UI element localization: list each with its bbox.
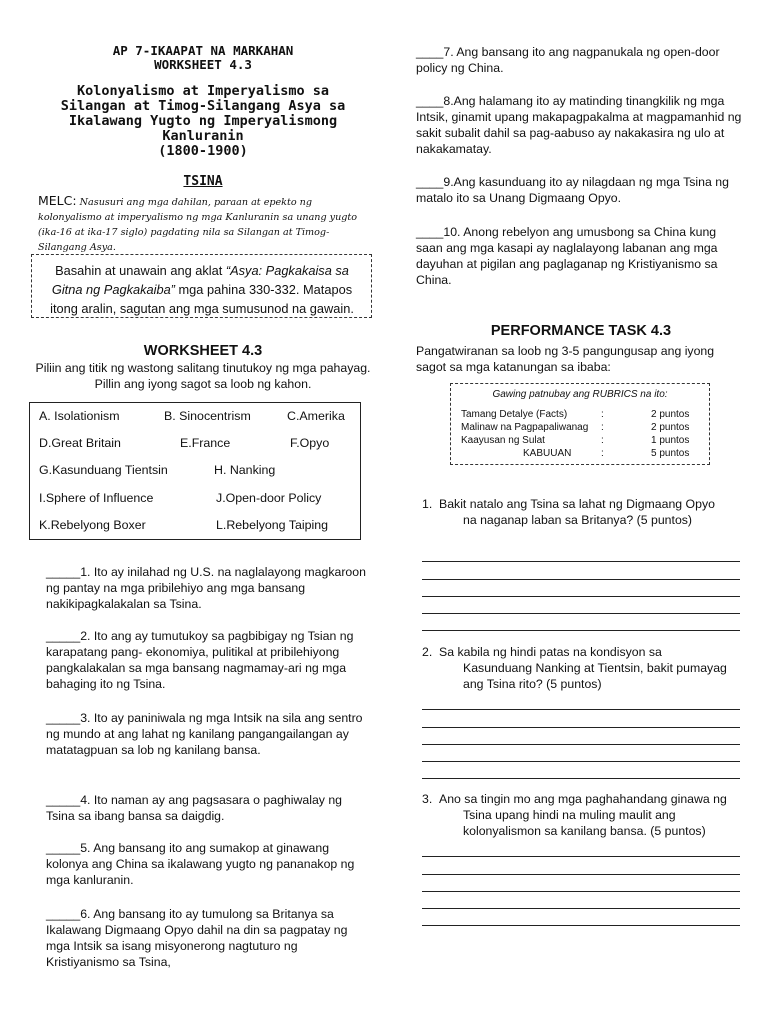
pt-question-text: Tsina upang hindi na muling maulit ang kolonyalismon sa kanilang bansa. (5 puntos) — [463, 808, 706, 838]
lesson-title — [28, 84, 378, 159]
choice-item: B. Sinocentrism — [164, 409, 251, 423]
rubric-points: 5 puntos — [651, 448, 690, 459]
question-item: ____7. Ang bansang ito ang nagpanukala ng open-door policy ng China. — [416, 45, 720, 75]
choice-item: J.Open-door Policy — [216, 491, 322, 505]
rubric-separator: : — [601, 409, 604, 420]
question-item: _____4. Ito naman ay ang pagsasara o paghiwalay ng Tsina sa ibang bansa sa daigdig. — [46, 793, 343, 823]
worksheet-instructions: Piliin ang titik ng wastong salitang tinutukoy ng mga pahayag. Pillin ang iyong sagot sa loob ng kahon. — [35, 361, 371, 391]
pt-question-text: Sa kabila ng hindi patas na kondisyon sa — [439, 645, 662, 659]
rubric-separator: : — [601, 448, 604, 459]
lesson-title-line: Kanluranin — [162, 128, 244, 144]
rubric-row — [461, 435, 701, 448]
choice-item: H. Nanking — [214, 463, 276, 477]
rubric-points: 1 puntos — [651, 435, 690, 446]
answer-lines-1[interactable] — [422, 545, 740, 631]
rubric-box — [450, 383, 710, 465]
melc-label: MELC: — [38, 193, 77, 208]
performance-task-instructions: Pangatwiranan sa loob ng 3-5 pangungusap ang iyong sagot sa mga katanungan sa ibaba: — [416, 344, 715, 374]
rubric-points: 2 puntos — [651, 409, 690, 420]
melc-statement — [38, 193, 360, 255]
worksheet-title: WORKSHEET 4.3 — [143, 343, 263, 359]
rubric-separator: : — [601, 422, 604, 433]
choice-item: G.Kasunduang Tientsin — [39, 463, 168, 477]
choice-item: E.France — [180, 436, 231, 450]
rubric-points: 2 puntos — [651, 422, 690, 433]
question-item: ____9.Ang kasunduang ito ay nilagdaan ng mga Tsina ng matalo ito sa Unang Digmaang Opyo. — [416, 175, 729, 205]
pt-question-text: na naganap laban sa Britanya? (5 puntos) — [463, 513, 693, 527]
lesson-title-line: (1800-1900) — [158, 143, 248, 159]
pt-question-text: Kasunduang Nanking at Tientsin, bakit pumayag ang Tsina rito? (5 puntos) — [463, 661, 727, 691]
choice-item: C.Amerika — [287, 409, 345, 423]
rubric-row — [461, 448, 701, 461]
performance-task-title: PERFORMANCE TASK 4.3 — [490, 323, 672, 339]
rubric-title: Gawing patnubay ang RUBRICS na ito: — [492, 389, 668, 400]
answer-lines-3[interactable] — [422, 840, 740, 926]
question-item: _____6. Ang bansang ito ay tumulong sa Britanya sa Ikalawang Digmaang Opyo dahil na din sa pagpatay ng mga Intsik sa isang misyonerong nagtuturo ng Kristiyanismo sa Tsina, — [46, 907, 348, 969]
pt-question-text: Bakit natalo ang Tsina sa lahat ng Digmaang Opyo — [439, 497, 715, 511]
question-item: ____10. Anong rebelyon ang umusbong sa China kung saan ang mga kasapi ay naglalayong labanan ang mga dayuhan at pigilan ang paglaganap ng Kristiyanismo sa China. — [416, 225, 718, 287]
pt-question-3 — [422, 791, 742, 839]
question-item: _____3. Ito ay paniniwala ng mga Intsik na sila ang sentro ng mundo at ang lahat ng kanilang pangangailangan ay matatagpuan sa lob ng kanilang bansa. — [46, 711, 363, 757]
question-item: _____5. Ang bansang ito ang sumakop at ginawang kolonya ang China sa ikalawang yugto ng pananakop ng mga kanluranin. — [46, 841, 355, 887]
choice-item: F.Opyo — [290, 436, 330, 450]
rubric-criterion: KABUUAN — [523, 448, 572, 459]
question-item: ____8.Ang halamang ito ay matinding tinangkilik ng mga Intsik, ginamit upang makapagpakalma at magpamanhid ng sakit subalit dahil sa pag-aabuso ay nakakasira ng ulo at nakakamatay. — [416, 94, 742, 156]
question-item: _____1. Ito ay inilahad ng U.S. na naglalayong magkaroon ng pantay na mga pribilehiyo ang mga bansang nakikipagkalakalan sa Tsina. — [46, 565, 366, 611]
reading-text: Basahin at unawain ang aklat — [55, 263, 226, 278]
pt-question-number: 1. — [422, 497, 433, 511]
choice-item: I.Sphere of Influence — [39, 491, 154, 505]
topic-heading: TSINA — [183, 174, 223, 189]
pt-question-2 — [422, 644, 742, 692]
book-title: “Asya: Pagkakaisa sa Gitna ng Pagkakaiba” — [51, 263, 349, 297]
worksheet-header — [28, 44, 378, 72]
worksheet-number: WORKSHEET 4.3 — [154, 57, 252, 72]
quarter-label: AP 7-IKAAPAT NA MARKAHAN — [112, 43, 294, 58]
rubric-separator: : — [601, 435, 604, 446]
rubric-row — [461, 409, 701, 422]
lesson-title-line: Silangan at Timog-Silangang Asya sa — [60, 98, 346, 114]
pt-question-number: 3. — [422, 792, 433, 806]
question-item: _____2. Ito ang ay tumutukoy sa pagbibigay ng Tsian ng karapatang pang- ekonomiya, pulitikal at pribilehiyong pangkalakalan sa mga bansang nagmamay-ari ng mga bahaging ito ng Tsina. — [46, 629, 354, 691]
rubric-row — [461, 422, 701, 435]
pt-question-number: 2. — [422, 645, 433, 659]
choice-item: D.Great Britain — [39, 436, 121, 450]
answer-lines-2[interactable] — [422, 693, 740, 779]
melc-text: Nasusuri ang mga dahilan, paraan at epekto ng kolonyalismo at imperyalismo ng mga Kanluranin sa unang yugto (ika-16 at ika-17 siglo) pagdating nila sa Silangan at Timog-Silangang Asya. — [38, 197, 358, 253]
choice-item: L.Rebelyong Taiping — [216, 518, 329, 532]
pt-question-text: Ano sa tingin mo ang mga paghahandang ginawa ng — [439, 792, 727, 806]
answer-choices-box — [29, 402, 361, 540]
choice-item: A. Isolationism — [39, 409, 120, 423]
pt-question-1 — [422, 496, 742, 528]
choice-item: K.Rebelyong Boxer — [39, 518, 146, 532]
lesson-title-line: Kolonyalismo at Imperyalismo sa — [77, 83, 329, 99]
rubric-criterion: Kaayusan ng Sulat — [461, 435, 545, 446]
rubric-criterion: Malinaw na Pagpapaliwanag — [461, 422, 589, 433]
reading-text: mga pahina 330-332. Matapos itong aralin, sagutan ang mga sumusunod na gawain. — [50, 282, 354, 316]
rubric-criterion: Tamang Detalye (Facts) — [461, 409, 568, 420]
reading-instruction-box — [31, 254, 372, 318]
lesson-title-line: Ikalawang Yugto ng Imperyalismong — [68, 113, 338, 129]
